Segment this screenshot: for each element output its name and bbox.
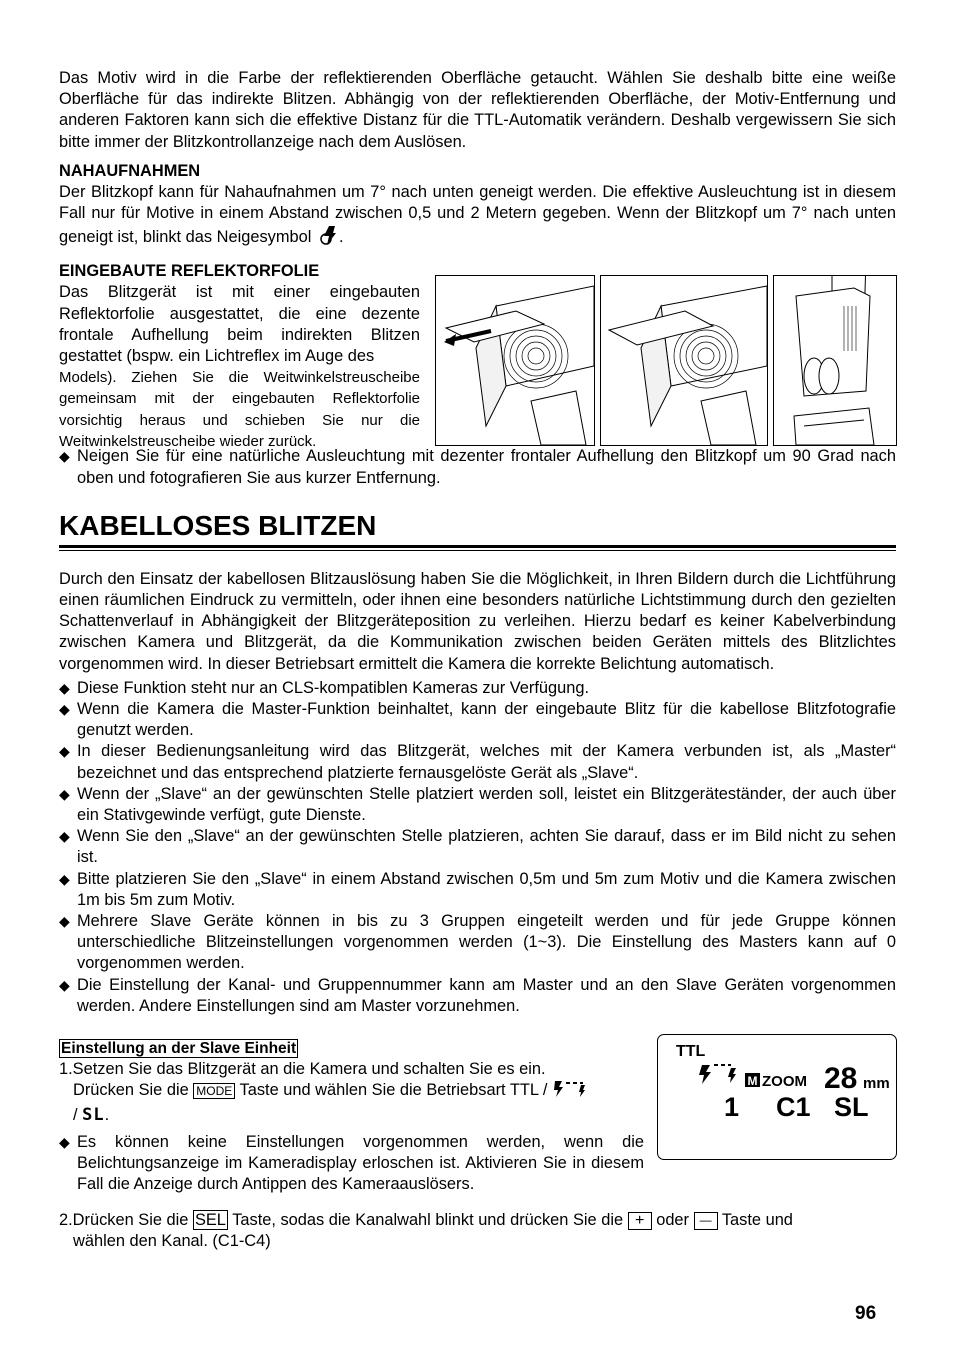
bullet-diamond-icon: ◆ [59,679,70,696]
reflector-bullet [59,446,896,488]
reflector-section [59,261,896,450]
sel-key: SEL [194,1211,226,1230]
bullet-diamond-icon: ◆ [59,785,70,802]
slave-heading: Einstellung an der Slave Einheit [61,1040,297,1058]
list-item: ◆ In dieser Bedienungsanleitung wird das Blitzgerät, welches mit der Kamera verbunden ist, als „Master“ bezeichnet und das entsprechend platzierte fernausgelöste Gerät als „Slave“. [59,742,896,782]
lcd-channel: C1 [776,1092,811,1123]
flash-illustration-2 [600,275,768,446]
bullet-diamond-icon: ◆ [59,913,70,930]
wireless-flash-icon [552,1080,586,1104]
step-2: 2.Drücken Sie die SEL Taste, sodas die Kanalwahl blinkt und drücken Sie die + oder — Taste und [59,1211,793,1230]
reflector-text: Das Blitzgerät ist mit einer eingebauten Reflektorfolie ausgestattet, die eine dezente frontale Aufhellung beim indirekten Blitzen gestattet (bspw. ein Lichtreflex im Auge des [59,283,420,366]
tilt-icon [320,224,338,252]
list-item: ◆ Wenn die Kamera die Master-Funktion beinhaltet, kann der eingebaute Blitz für die kabellose Blitzfotografie genutzt werden. [59,700,896,740]
slave-mode-symbol: SL [82,1104,105,1125]
intro-paragraph: Das Motiv wird in die Farbe der reflektierenden Oberfläche getaucht. Wählen Sie deshalb bitte eine weiße Oberfläche für das indirekte Blitzen. Abhängig von der reflektierenden Oberfläche, der Motiv-Entfernung und anderen Faktoren kann sich die effektive Distanz für die TTL-Automatik verändern. Deshalb vergewissern Sie sich bitte immer der Blitzkontrollanzeige nach dem Auslösen. [59,69,896,151]
lcd-group: 1 [724,1092,740,1123]
list-item: ◆ Die Einstellung der Kanal- und Gruppennummer kann am Master und an den Slave Geräten vorgenommen werden. Andere Einstellungen sind am Master vorzunehmen. [59,975,896,1015]
slave-section [59,1038,896,1198]
lcd-ttl: TTL [676,1043,706,1061]
list-item: ◆ Bitte platzieren Sie den „Slave“ in einem Abstand zwischen 0,5m und 5m zum Motiv und die Kamera zwischen 1m bis 5m zum Motiv. [59,869,896,909]
slave-note: ◆ Es können keine Einstellungen vorgenommen werden, wenn die Belichtungsanzeige im Kameradisplay erloschen ist. Aktivieren Sie in diesem Fall die Anzeige durch Antippen des Kameraauslösers. [59,1132,644,1194]
lcd-zoom: ZOOM [762,1073,807,1091]
bullet-diamond-icon: ◆ [59,448,70,465]
title-rule [59,545,896,553]
closeup-heading: NAHAUFNAHMEN [59,161,201,180]
closeup-text: Der Blitzkopf kann für Nahaufnahmen um 7° nach unten geneigt werden. Die effektive Ausleuchtung ist in diesem Fall nur für Motive in einem Abstand zwischen 0,5 und 2 Metern gegeben. Wenn der Blitzkopf um 7° nach unten geneigt ist, blinkt das Neigesymbol [59,182,896,247]
list-item: ◆ Mehrere Slave Geräte können in bis zu 3 Gruppen eingeteilt werden und für jede Gruppe können unterschiedliche Blitzeinstellungen vorgenommen werden (1~3). Die Einstellung des Masters kann auf 0 vorgenommen werden. [59,912,896,973]
lcd-zoom-value: 28 [824,1062,858,1096]
list-item: ◆ Wenn der „Slave“ an der gewünschten Stelle platziert werden soll, leistet ein Blitzgeräteständer, der auch über ein Stativgewinde verfügt, gute Dienste. [59,784,896,825]
lcd-unit: mm [863,1075,890,1093]
wireless-paragraph: Durch den Einsatz der kabellosen Blitzauslösung haben Sie die Möglichkeit, in Ihren Bildern durch die Lichtführung einen räumlichen Eindruck zu vermitteln, oder ihnen eine besonders natürliche Lichtstimmung durch den gezielten Schattenverlauf in Abhängigkeit der Blitzgeräteposition zu verleihen. Hierzu bedarf es keiner Kabelverbindung zwischen Kamera und Blitzgerät, da die Kommunikation zwischen beiden Geräten mittels des Blitzlichtes vorgenommen wird. In dieser Betriebsart ermittelt die Kamera die korrekte Belichtung automatisch. [59,569,896,673]
bullet-diamond-icon: ◆ [59,1133,70,1150]
bullet-diamond-icon: ◆ [59,743,70,760]
step-2-cont: wählen den Kanal. (C1-C4) [73,1232,271,1251]
bullet-diamond-icon: ◆ [59,828,70,845]
list-item: ◆ Diese Funktion steht nur an CLS-kompatiblen Kameras zur Verfügung. [59,678,896,699]
flash-illustration-1 [435,275,595,446]
step-1: 1.Setzen Sie das Blitzgerät an die Kamera und schalten Sie es ein. [59,1060,546,1079]
section-title: KABELLOSES BLITZEN [59,509,377,541]
bullet-diamond-icon: ◆ [59,870,70,887]
step-1-cont: Drücken Sie die MODE Taste und wählen Sie die Betriebsart TTL / / SL. [59,1080,644,1125]
minus-key: — [694,1212,718,1230]
lcd-mode: SL [834,1092,869,1123]
reflector-bullet-text: Neigen Sie für eine natürliche Ausleuchtung mit dezenter frontaler Aufhellung den Blitzkopf um 90 Grad nach oben und fotografieren Sie aus kurzer Entfernung. [77,447,896,487]
page-number: 96 [855,1303,877,1324]
mode-key: MODE [193,1083,235,1099]
reflector-text-small: Models). Ziehen Sie die Weitwinkelstreuscheibe gemeinsam mit der eingebauten Reflektorfolie vorsichtig heraus und schieben Sie nur die Weitwinkelstreuscheibe wieder zurück. [59,369,420,450]
flash-illustration-3 [773,275,897,446]
bullet-diamond-icon: ◆ [59,701,70,718]
page [59,68,896,1253]
lcd-m-badge: M [747,1074,758,1089]
closeup-end: . [338,228,344,247]
reflector-heading: EINGEBAUTE REFLEKTORFOLIE [59,262,320,281]
wireless-bullets [59,678,896,1017]
plus-key: + [628,1212,652,1230]
closeup-paragraph [59,182,896,253]
lcd-display [657,1034,897,1160]
list-item: ◆ Wenn Sie den „Slave“ an der gewünschten Stelle platzieren, achten Sie darauf, dass er im Bild nicht zu sehen ist. [59,827,896,867]
bullet-diamond-icon: ◆ [59,976,70,993]
